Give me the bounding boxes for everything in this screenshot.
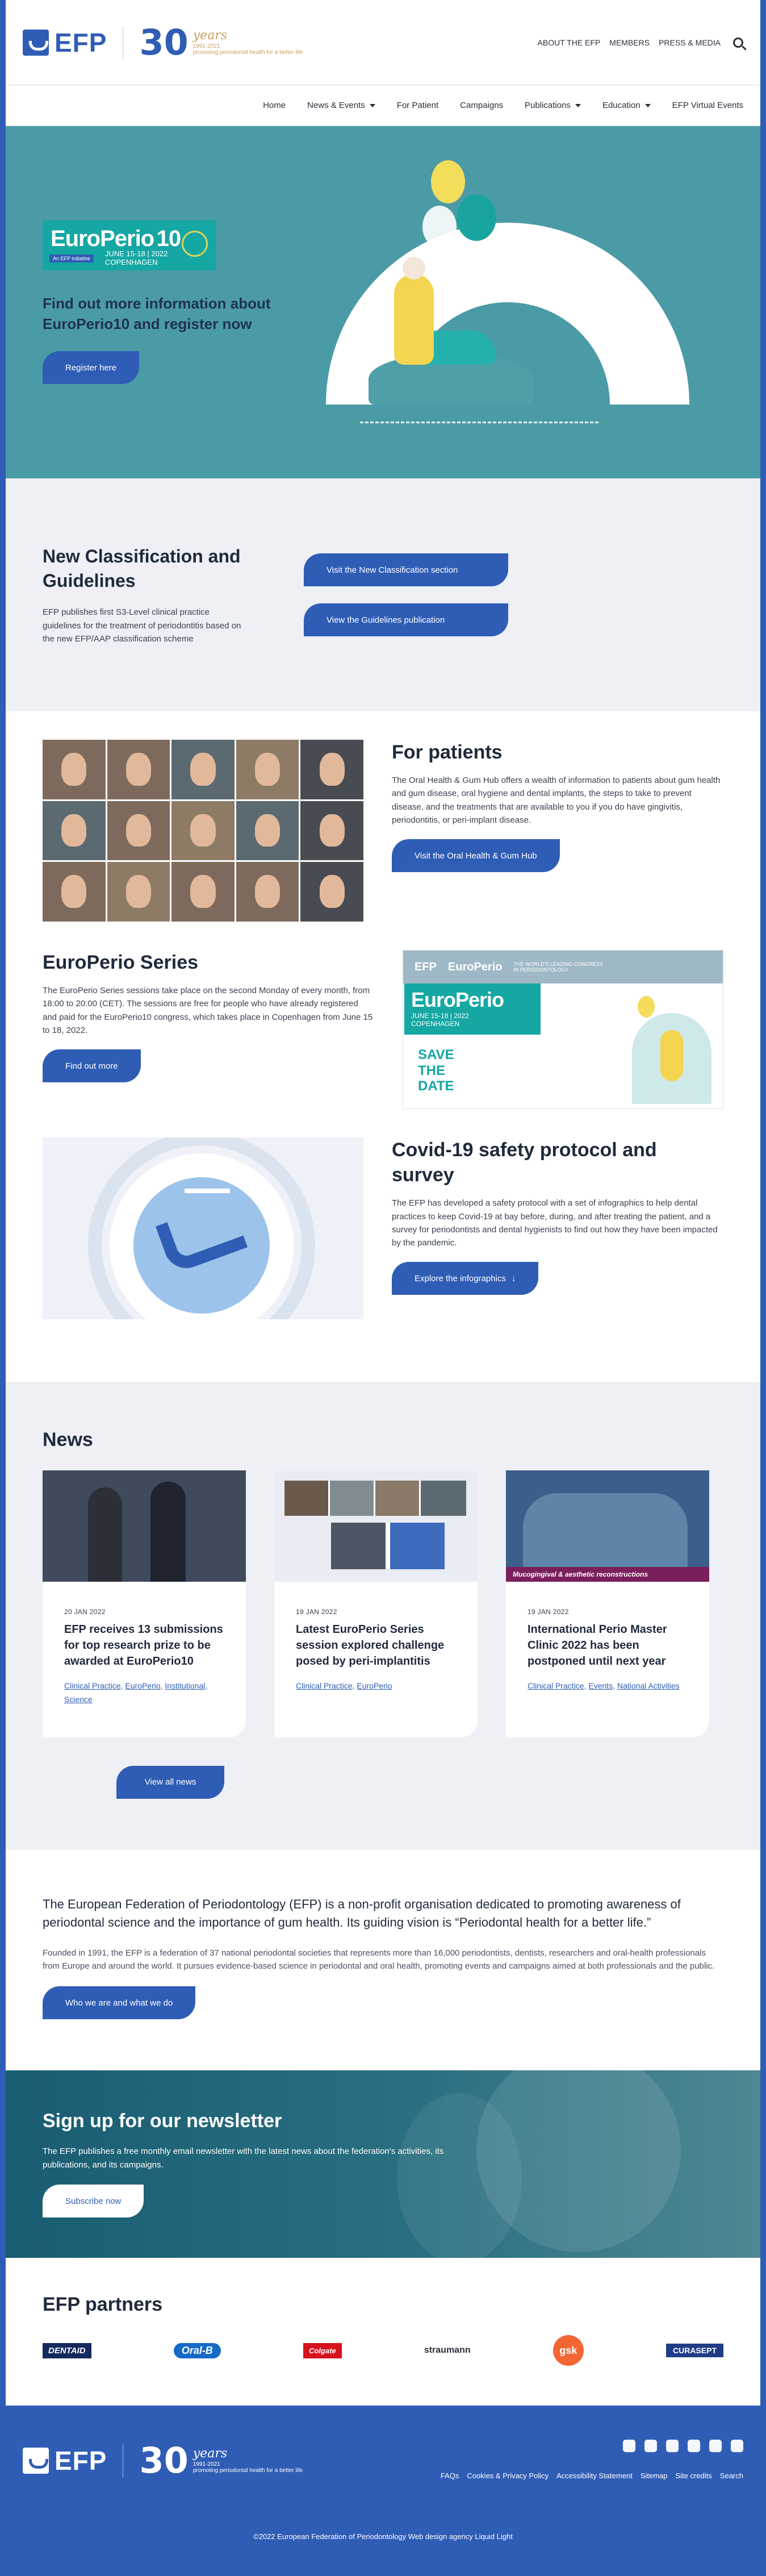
- nav-label: EFP Virtual Events: [672, 101, 743, 110]
- efp-logo-mark: [23, 2448, 49, 2474]
- patients-title: For patients: [392, 741, 503, 763]
- poster-europerio-logo: EuroPerio: [447, 960, 503, 973]
- news-tag[interactable]: EuroPerio: [357, 1681, 392, 1690]
- classification-title: New Classification and Guidelines: [43, 545, 241, 591]
- anniversary-tagline: promoting periodontal health for a better life: [192, 49, 303, 56]
- news-tag[interactable]: Clinical Practice: [528, 1681, 584, 1690]
- view-all-news-button[interactable]: View all news: [116, 1766, 224, 1799]
- facebook-icon[interactable]: [623, 2440, 635, 2452]
- yellow-balloon-icon: [431, 160, 465, 203]
- top-link-press[interactable]: PRESS & MEDIA: [659, 37, 721, 47]
- news-tags: Clinical Practice, EuroPerio, Institutional, Science: [64, 1681, 208, 1704]
- footer-links: [441, 2471, 743, 2480]
- portrait-photo: [236, 862, 299, 922]
- portrait-photo: [236, 801, 299, 861]
- about-text: Founded in 1991, the EFP is a federation of 37 national periodontal societies that represents more than 16,000 periodontists, dentists, researchers and oral-health professionals from Europe and around the world. It pursues evidence-based science in periodontal and oral health, promoting events and campaigns aimed at both professionals and the public.: [43, 1948, 715, 1971]
- news-headline[interactable]: International Perio Master Clinic 2022 has been postponed until next year: [528, 1623, 667, 1668]
- youtube-icon[interactable]: [709, 2440, 722, 2452]
- portrait-photo: [43, 862, 106, 922]
- hero-banner: [6, 126, 760, 478]
- nav-item-education[interactable]: [602, 101, 651, 110]
- news-photo: [43, 1470, 246, 1582]
- portrait-photo: [43, 740, 106, 799]
- series-title: EuroPerio Series: [43, 952, 199, 973]
- instagram-icon[interactable]: [644, 2440, 657, 2452]
- news-card[interactable]: [506, 1470, 709, 1737]
- footer-link-credits[interactable]: Site credits: [675, 2471, 712, 2481]
- europerio-city: COPENHAGEN: [105, 257, 158, 266]
- hero-illustration: [326, 160, 706, 444]
- subscribe-button[interactable]: Subscribe now: [43, 2185, 144, 2217]
- footer-link-accessibility[interactable]: Accessibility Statement: [556, 2471, 633, 2481]
- linkedin-icon[interactable]: [666, 2440, 679, 2452]
- dental-lamp-icon: [185, 1189, 230, 1193]
- about-lead: The European Federation of Periodontology (EFP) is a non-profit organisation dedicated to promoting awareness of periodontal science and the importance of gum health. Its guiding vision is “Periodontal health for a better life.”: [43, 1896, 681, 1929]
- news-tags: Clinical Practice, EuroPerio: [296, 1681, 392, 1690]
- poster-illustration: [632, 1013, 711, 1104]
- partner-logo-straumann[interactable]: straumann: [424, 2345, 471, 2356]
- covid-title: Covid-19 safety protocol and survey: [392, 1139, 657, 1186]
- news-tags: Clinical Practice, Events, National Activities: [528, 1681, 680, 1690]
- date-word: DATE: [418, 1078, 454, 1094]
- brand: [23, 22, 303, 63]
- nav-label: News & Events: [307, 101, 365, 110]
- portrait-photo: [43, 801, 106, 861]
- news-headline[interactable]: EFP receives 13 submissions for top research prize to be awarded at EuroPerio10: [64, 1623, 223, 1668]
- anniversary-number: 30: [139, 2440, 189, 2482]
- top-link-members[interactable]: MEMBERS: [609, 37, 650, 47]
- portrait-photo: [236, 740, 299, 799]
- chevron-down-icon: [645, 104, 651, 107]
- portrait-photo: [107, 862, 170, 922]
- mermaid-body: [394, 274, 434, 365]
- footer-link-search[interactable]: Search: [719, 2471, 743, 2481]
- button-label: Explore the infographics: [415, 1273, 506, 1283]
- utility-nav: [538, 37, 743, 48]
- nav-label: Campaigns: [460, 101, 504, 110]
- news-section: [6, 1382, 760, 1850]
- partner-logo-curasept[interactable]: CURASEPT: [666, 2344, 723, 2357]
- news-photo: [274, 1470, 478, 1582]
- gum-hub-button[interactable]: Visit the Oral Health & Gum Hub: [392, 839, 560, 872]
- news-date: 19 JAN 2022: [528, 1607, 569, 1616]
- anniversary-logo: [139, 22, 303, 63]
- arrow-down-icon: ↓: [511, 1273, 516, 1283]
- news-tag[interactable]: Clinical Practice: [296, 1681, 353, 1690]
- site-header: [6, 0, 760, 85]
- hero-content: [43, 220, 361, 385]
- hero-heading: Find out more information about EuroPerio10 and register now: [43, 294, 271, 332]
- efp-logo-text: EFP: [55, 2445, 107, 2475]
- nav-item-news-events[interactable]: [307, 101, 375, 110]
- social-links: [623, 2440, 743, 2452]
- footer-brand: [23, 2440, 303, 2481]
- partners-title: EFP partners: [43, 2294, 163, 2316]
- portrait-photo: [300, 862, 363, 922]
- register-button[interactable]: Register here: [43, 351, 139, 384]
- partner-logo-gsk[interactable]: gsk: [553, 2335, 584, 2366]
- partner-logos: [43, 2335, 723, 2366]
- partners-section: [6, 2258, 760, 2406]
- poster-tagline: THE WORLD'S LEADING CONGRESS IN PERIODONTOLOGY: [513, 961, 604, 973]
- teal-balloon-icon: [457, 194, 496, 241]
- find-out-more-button[interactable]: Find out more: [43, 1049, 141, 1082]
- news-tag[interactable]: Institutional: [165, 1681, 206, 1690]
- portrait-photo: [107, 801, 170, 861]
- anniversary-range: 1991-2021: [192, 43, 220, 49]
- portrait-photo: [171, 801, 235, 861]
- nav-label: Publications: [525, 101, 571, 110]
- europerio-title: EuroPerio: [51, 226, 154, 251]
- news-headline[interactable]: Latest EuroPerio Series session explored challenge posed by peri-implantitis: [296, 1623, 445, 1668]
- top-link-about[interactable]: ABOUT THE EFP: [537, 37, 601, 47]
- nav-label: Education: [602, 101, 641, 110]
- newsletter-title: Sign up for our newsletter: [43, 2110, 282, 2132]
- nav-label: Home: [263, 101, 286, 110]
- save-word: SAVE: [418, 1047, 454, 1062]
- main-nav: [6, 85, 760, 126]
- newsletter-section: [6, 2070, 760, 2258]
- anniversary-word: years: [192, 2446, 228, 2461]
- europerio-tag: An EFP initiative: [49, 255, 94, 262]
- news-photo: [506, 1470, 709, 1582]
- europerio-number: 10: [156, 226, 181, 251]
- portrait-photo: [300, 801, 363, 861]
- patients-photo-grid: [43, 740, 363, 922]
- nav-label: For Patient: [396, 101, 439, 110]
- classification-button[interactable]: Visit the New Classification section: [304, 553, 508, 586]
- classification-text: EFP publishes first S3-Level clinical practice guidelines for the treatment of periodontitis based on the new EFP/AAP classification scheme: [43, 607, 241, 644]
- mermaid-head: [403, 257, 425, 280]
- save-the-date: [418, 1047, 454, 1094]
- partner-logo-dentaid[interactable]: DENTAID: [43, 2343, 91, 2358]
- europerio-logo: [43, 220, 216, 270]
- series-text: The EuroPerio Series sessions take place on the second Monday of every month, from 18:00 to 20:00 (CET). The sessions are free for people who have already registered and paid for the EuroPerio10 congress, which takes place in Copenhagen from June 15 to 18, 2022.: [43, 986, 373, 1035]
- chevron-down-icon: [370, 104, 375, 107]
- twitter-icon[interactable]: [688, 2440, 700, 2452]
- series-feature: [43, 950, 723, 1109]
- poster-city: COPENHAGEN: [411, 1020, 460, 1028]
- efp-logo[interactable]: [23, 27, 107, 58]
- portrait-photo: [171, 740, 235, 799]
- news-date: 19 JAN 2022: [296, 1607, 337, 1616]
- news-card[interactable]: [274, 1470, 478, 1737]
- anniversary-number: 30: [139, 22, 189, 63]
- footer-efp-logo[interactable]: [23, 2445, 107, 2476]
- partner-logo-colgate[interactable]: Colgate: [303, 2343, 342, 2358]
- chevron-down-icon: [575, 104, 581, 107]
- covid-text: The EFP has developed a safety protocol with a set of infographics to help dental practices to keep Covid-19 at bay before, during, and after treating the patient, and a survey for periodontists and dental hygienists to find out how they have been impacted by the pandemic.: [392, 1198, 718, 1248]
- explore-infographics-button[interactable]: [392, 1262, 538, 1295]
- news-tag[interactable]: National Activities: [617, 1681, 680, 1690]
- anniversary-range: 1991-2021: [192, 2461, 220, 2467]
- poster-efp-logo: EFP: [415, 960, 437, 973]
- covid-feature: [43, 1137, 723, 1319]
- patients-feature: [43, 740, 723, 922]
- nav-item-home[interactable]: [263, 101, 286, 110]
- poster-dates: JUNE 15-18 | 2022: [411, 1012, 469, 1020]
- series-poster: [403, 950, 723, 1109]
- news-title: News: [43, 1429, 93, 1450]
- site-footer: [6, 2406, 760, 2576]
- anniversary-word: years: [192, 28, 228, 43]
- patients-text: The Oral Health & Gum Hub offers a wealth of information to patients about gum health and gum disease, oral hygiene and dental implants, the steps to take to prevent disease, and the treatments that are available to you if you do have gingivitis, periodontitis, or peri-implant disease.: [392, 776, 721, 825]
- features-section: [6, 711, 760, 1382]
- classification-section: [6, 478, 760, 711]
- portrait-photo: [107, 740, 170, 799]
- news-date: 20 JAN 2022: [64, 1607, 106, 1616]
- who-we-are-button[interactable]: Who we are and what we do: [43, 1986, 195, 2019]
- search-icon[interactable]: [733, 37, 743, 48]
- nav-item-publications[interactable]: [525, 101, 581, 110]
- footer-link-sitemap[interactable]: Sitemap: [640, 2471, 668, 2481]
- the-word: THE: [418, 1062, 445, 1078]
- poster-europerio-title: EuroPerio: [411, 988, 504, 1011]
- news-tag[interactable]: EuroPerio: [125, 1681, 161, 1690]
- about-section: [6, 1850, 760, 2070]
- news-tag[interactable]: Science: [64, 1694, 93, 1704]
- efp-logo-mark: [23, 30, 49, 56]
- footer-link-cookies[interactable]: Cookies & Privacy Policy: [467, 2471, 549, 2481]
- portrait-photo: [300, 740, 363, 799]
- nav-item-campaigns[interactable]: [460, 101, 503, 110]
- europerio-circle-icon: [182, 231, 208, 257]
- portrait-photo: [171, 862, 235, 922]
- copyright: ©2022 European Federation of Periodontology Web design agency Liquid Light: [253, 2532, 513, 2541]
- footer-anniversary-logo: [139, 2440, 303, 2481]
- nav-item-virtual-events[interactable]: [672, 101, 743, 110]
- anniversary-tagline: promoting periodontal health for a better life: [192, 2467, 303, 2474]
- guidelines-button[interactable]: View the Guidelines publication: [304, 603, 508, 636]
- covid-illustration: [43, 1137, 363, 1319]
- europerio-dates: JUNE 15-18 | 2022: [105, 249, 168, 258]
- tiktok-icon[interactable]: [731, 2440, 743, 2452]
- partner-logo-oralb[interactable]: Oral-B: [174, 2343, 221, 2358]
- news-tag[interactable]: Clinical Practice: [64, 1681, 121, 1690]
- waves: [360, 422, 598, 435]
- poster-europerio-banner: [404, 983, 541, 1035]
- nav-item-for-patient[interactable]: [397, 101, 438, 110]
- efp-logo-text: EFP: [55, 27, 107, 57]
- newsletter-text: The EFP publishes a free monthly email newsletter with the latest news about the federation's activities, its publications, and its campaigns.: [43, 2146, 444, 2170]
- photo-banner: Mucogingival & aesthetic reconstructions: [506, 1567, 709, 1582]
- news-tag[interactable]: Events: [588, 1681, 613, 1690]
- news-card[interactable]: [43, 1470, 246, 1737]
- white-balloon-icon: [422, 206, 457, 248]
- footer-link-faqs[interactable]: FAQs: [440, 2471, 459, 2481]
